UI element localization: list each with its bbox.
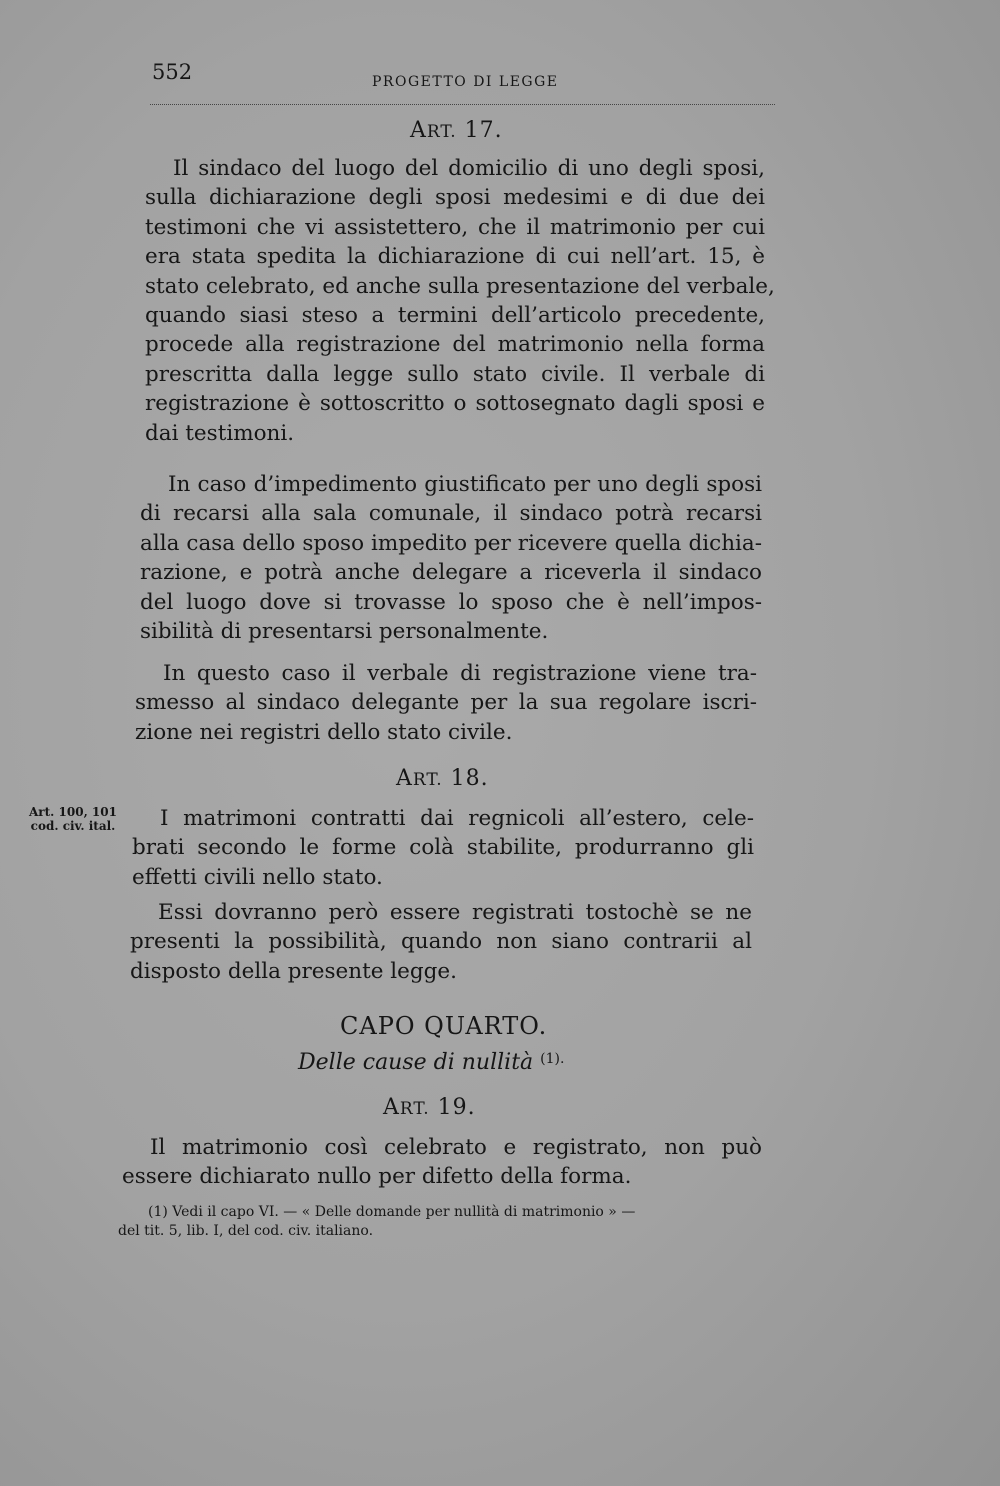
text-line: prescritta dalla legge sullo stato civile. Il verbale di — [145, 361, 765, 387]
chapter-subtitle: Delle cause di nullità $^{(1).}$ — [298, 1050, 565, 1075]
text-line: Essi dovranno però essere registrati tostochè se ne — [158, 900, 752, 925]
text-line: zione nei registri dello stato civile. — [135, 719, 513, 745]
text-line: stato celebrato, ed anche sulla presentazione del verbale, — [145, 273, 775, 299]
footnote — [118, 1203, 748, 1241]
running-title: PROGETTO DI LEGGE — [372, 74, 559, 90]
chapter-title: CAPO QUARTO. — [340, 1012, 548, 1040]
article-17-paragraph-1 — [145, 154, 775, 448]
article-18-paragraph-1 — [132, 804, 754, 892]
footnote-line: del tit. 5, lib. I, del cod. civ. italiano. — [118, 1223, 374, 1239]
article-18-paragraph-2 — [130, 898, 752, 986]
text-line: essere dichiarato nullo per difetto della forma. — [122, 1164, 632, 1190]
margin-note: Art. 100, 101 cod. civ. ital. — [29, 805, 117, 833]
text-line: di recarsi alla sala comunale, il sindaco potrà recarsi — [140, 501, 762, 527]
text-line: del luogo dove si trovasse lo sposo che è nell’impos- — [140, 589, 762, 615]
text-line: In questo caso il verbale di registrazione viene tra- — [163, 661, 757, 686]
text-line: presenti la possibilità, quando non siano contrarii al — [130, 929, 752, 955]
text-line: disposto della presente legge. — [130, 958, 457, 984]
article-17-heading: ART. 17. — [410, 118, 503, 143]
text-line: sulla dichiarazione degli sposi medesimi e di due dei — [145, 185, 765, 211]
text-line: effetti civili nello stato. — [132, 864, 383, 890]
article-19-paragraph-1 — [122, 1133, 762, 1192]
footnote-reference: (1). — [540, 1051, 565, 1067]
article-17-paragraph-2 — [140, 470, 762, 646]
page-header — [150, 58, 775, 105]
text-line: procede alla registrazione del matrimonio nella forma — [145, 332, 765, 358]
text-line: registrazione è sottoscritto o sottosegnato dagli sposi e — [145, 391, 765, 417]
text-line: era stata spedita la dichiarazione di cui nell’art. 15, è — [145, 244, 765, 270]
article-18-heading: ART. 18. — [396, 766, 489, 791]
text-line: Il matrimonio così celebrato e registrato, non può — [150, 1135, 762, 1160]
page-number: 552 — [152, 60, 193, 84]
text-line: brati secondo le forme colà stabilite, produrranno gli — [132, 835, 754, 861]
text-line: Il sindaco del luogo del domicilio di uno degli sposi, — [173, 156, 765, 181]
text-line: In caso d’impedimento giustificato per uno degli sposi — [168, 472, 762, 497]
footnote-line: (1) Vedi il capo VI. — « Delle domande per nullità di matrimonio » — — [148, 1204, 636, 1220]
text-line: testimoni che vi assistettero, che il matrimonio per cui — [145, 214, 765, 240]
text-line: alla casa dello sposo impedito per ricevere quella dichia- — [140, 530, 762, 556]
text-line: I matrimoni contratti dai regnicoli all’estero, cele- — [160, 806, 754, 831]
text-line: smesso al sindaco delegante per la sua regolare iscri- — [135, 690, 757, 716]
article-19-heading: ART. 19. — [383, 1095, 476, 1120]
text-line: dai testimoni. — [145, 420, 295, 446]
text-line: sibilità di presentarsi personalmente. — [140, 619, 549, 645]
text-line: quando siasi steso a termini dell’articolo precedente, — [145, 303, 765, 329]
article-17-paragraph-3 — [135, 659, 757, 747]
text-line: razione, e potrà anche delegare a riceverla il sindaco — [140, 560, 762, 586]
